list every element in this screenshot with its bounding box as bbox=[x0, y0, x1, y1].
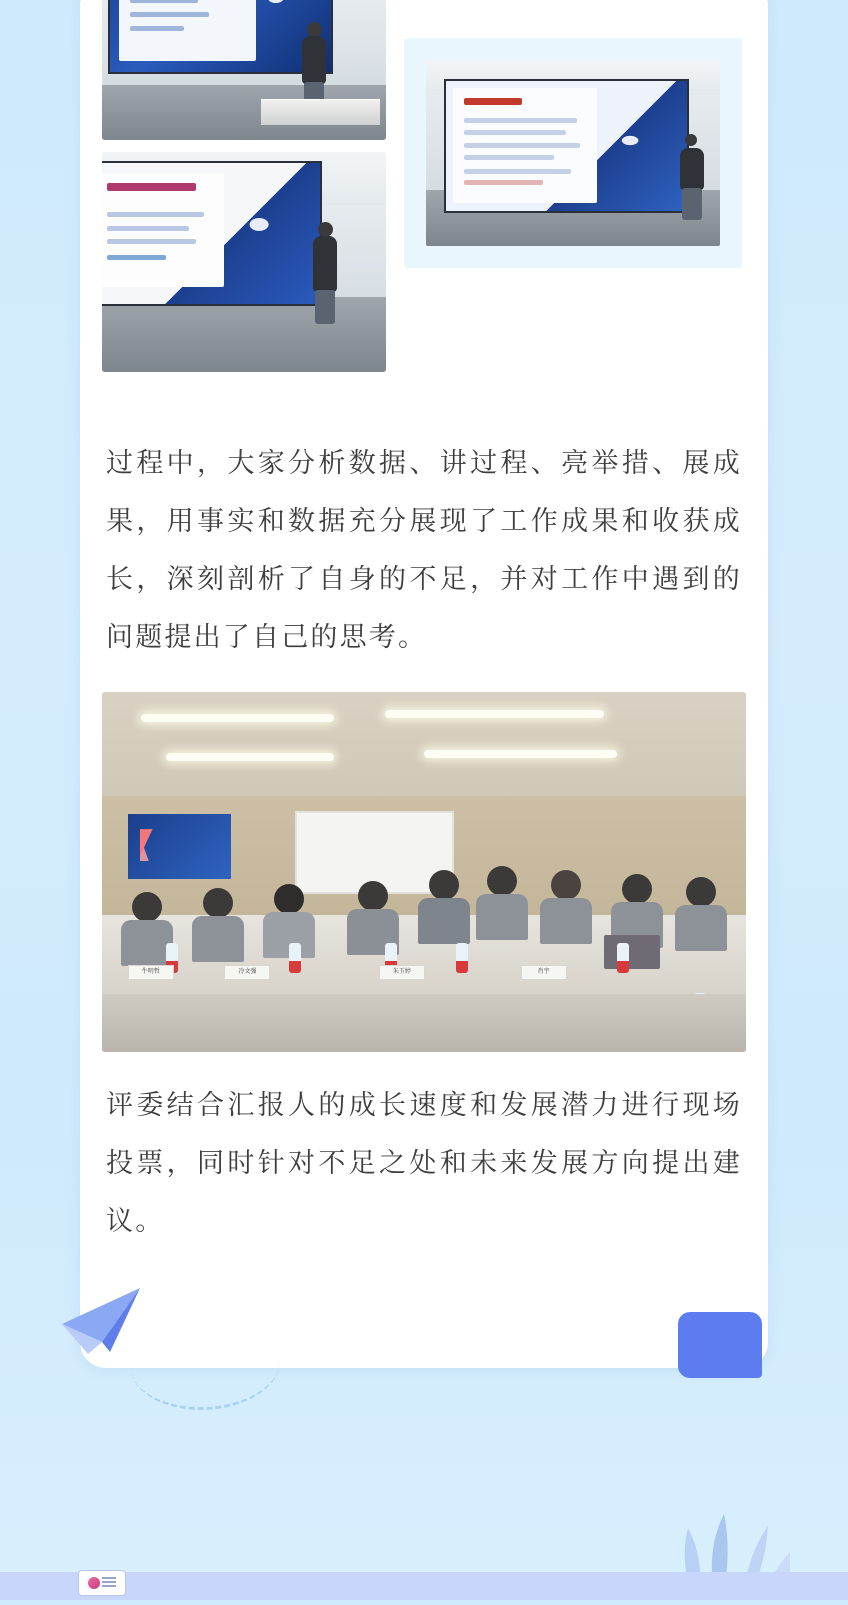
photo-audience-judges[interactable] bbox=[102, 692, 746, 1052]
list-lines-icon bbox=[102, 1577, 116, 1589]
article-paragraph-1: 过程中，大家分析数据、讲过程、亮举措、展成果，用事实和数据充分展现了工作成果和收获成长，深刻剖析了自身的不足，并对工作中遇到的问题提出了自己的思考。 bbox=[106, 448, 742, 652]
blue-rounded-block bbox=[678, 1312, 762, 1378]
nametag: 肖宇 bbox=[521, 965, 567, 980]
nametag: 朱玉婷 bbox=[379, 965, 425, 980]
photo-grid bbox=[80, 0, 768, 400]
photo-stage-phase[interactable] bbox=[102, 152, 386, 372]
bottom-bar bbox=[0, 1572, 848, 1600]
bottom-chip[interactable] bbox=[78, 1570, 126, 1596]
photo-presenter-standing[interactable] bbox=[102, 0, 386, 140]
nametag: 牛明哲 bbox=[128, 965, 174, 980]
article-paragraph-2: 评委结合汇报人的成长速度和发展潜力进行现场投票，同时针对不足之处和未来发展方向提出建议。 bbox=[106, 1090, 742, 1236]
article-card bbox=[80, 0, 768, 1368]
record-dot-icon bbox=[88, 1577, 100, 1589]
nametag: 冷文强 bbox=[224, 965, 270, 980]
photo-results-display[interactable] bbox=[404, 38, 742, 268]
